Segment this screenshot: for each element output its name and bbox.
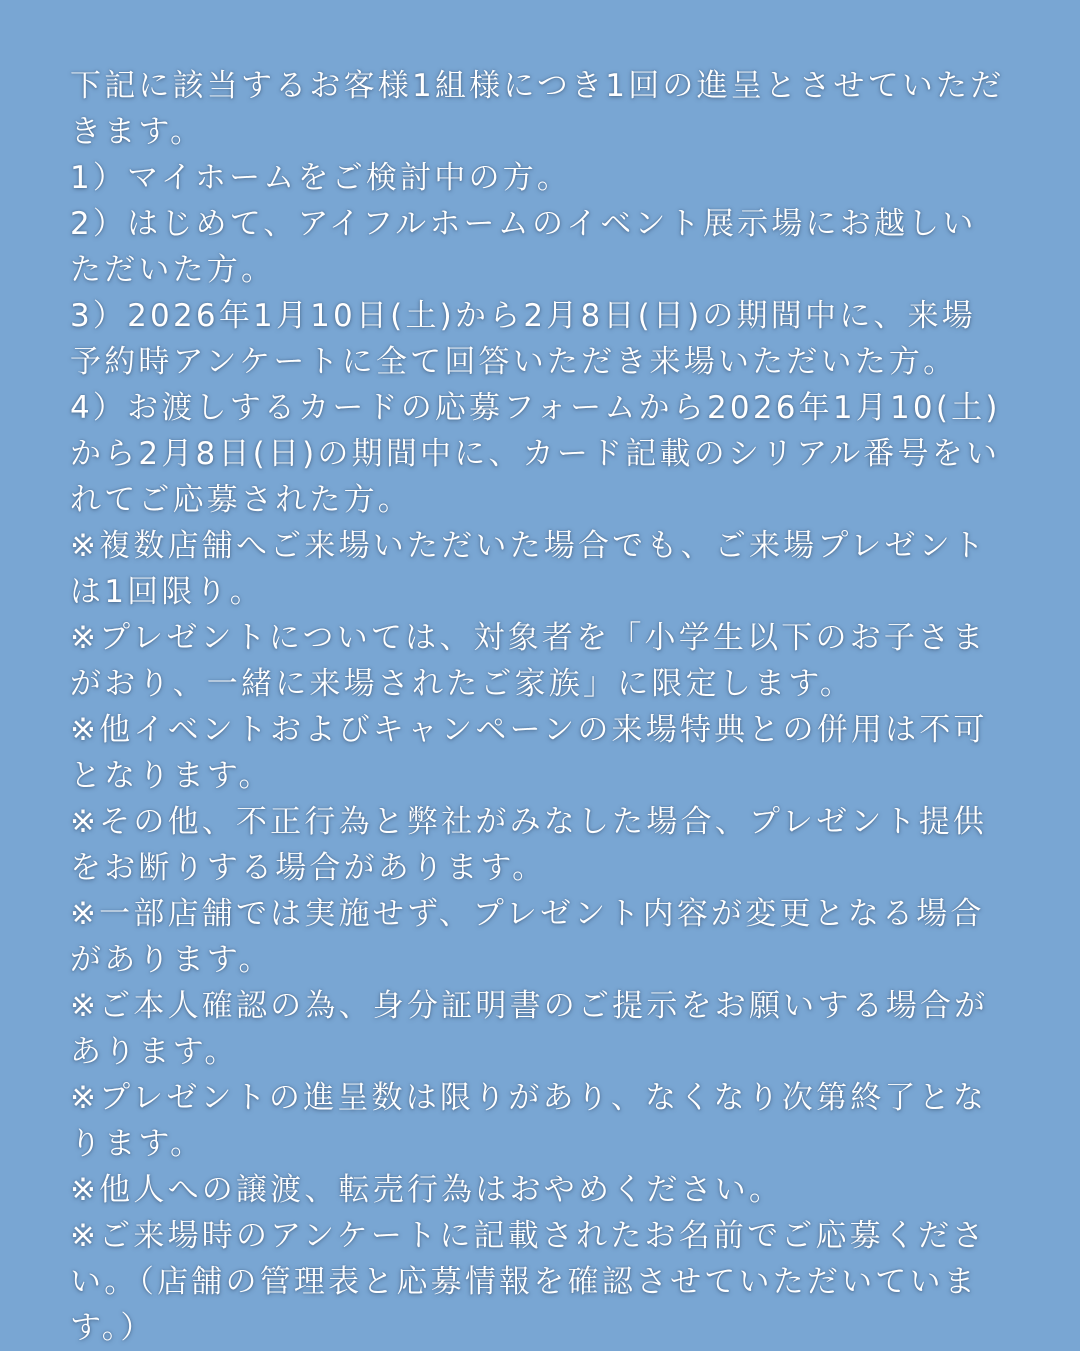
terms-intro: 下記に該当するお客様1組様につき1回の進呈とさせていただきます。 [70, 68, 1005, 150]
note-id-check: ※ご本人確認の為、身分証明書のご提示をお願いする場合があります。 [70, 988, 989, 1070]
condition-item-4: 4）お渡しするカードの応募フォームから2026年1月10(土)から2月8日(日)の期間中に、カード記載のシリアル番号をいれてご応募された方。 [70, 390, 1001, 518]
note-fraud-refusal: ※その他、不正行為と弊社がみなした場合、プレゼント提供をお断りする場合があります。 [70, 804, 988, 886]
note-limited-quantity: ※プレゼントの進呈数は限りがあり、なくなり次第終了となります。 [70, 1080, 988, 1162]
note-one-per-visit: ※複数店舗へご来場いただいた場合でも、ご来場プレゼントは1回限り。 [70, 528, 988, 610]
condition-item-3: 3）2026年1月10日(土)から2月8日(日)の期間中に、来場予約時アンケートに全て回答いただき来場いただいた方。 [70, 298, 977, 380]
condition-item-2: 2）はじめて、アイフルホームのイベント展示場にお越しいただいた方。 [70, 206, 977, 288]
note-no-combination: ※他イベントおよびキャンペーンの来場特典との併用は不可となります。 [70, 712, 988, 794]
note-store-exceptions: ※一部店舗では実施せず、プレゼント内容が変更となる場合があります。 [70, 896, 985, 978]
note-no-resale: ※他人への譲渡、転売行為はおやめください。 [70, 1172, 784, 1208]
terms-list [70, 63, 1010, 1351]
note-eligible-family: ※プレゼントについては、対象者を「小学生以下のお子さまがおり、一緒に来場されたご家族」に限定します。 [70, 620, 987, 702]
condition-item-1: 1）マイホームをご検討中の方。 [70, 160, 572, 196]
note-apply-with-name: ※ご来場時のアンケートに記載されたお名前でご応募ください。（店舗の管理表と応募情報を確認させていただいています。） [70, 1218, 987, 1346]
